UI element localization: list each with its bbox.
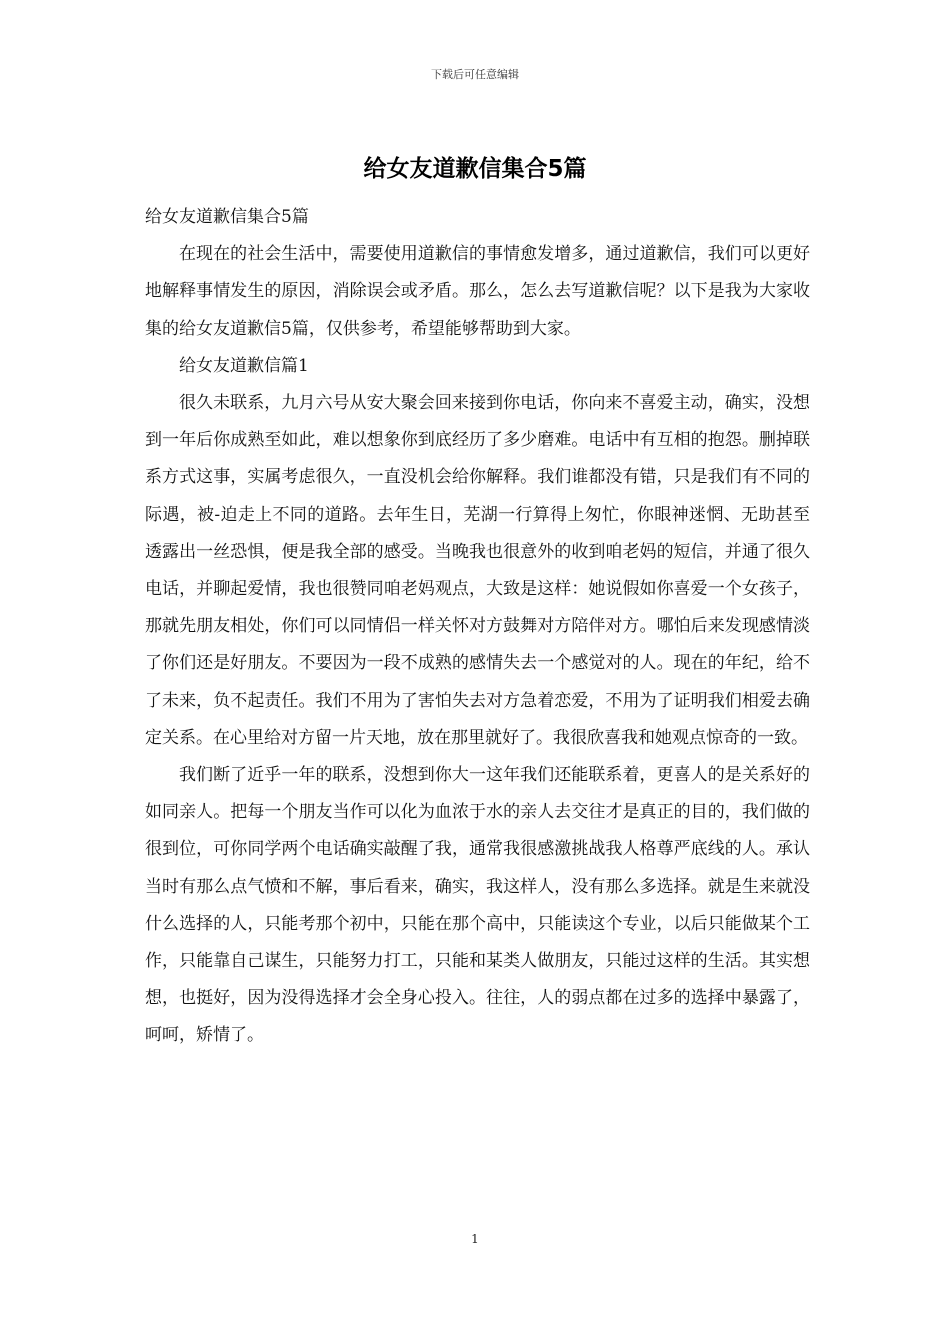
intro-paragraph: 在现在的社会生活中，需要使用道歉信的事情愈发增多，通过道歉信，我们可以更好地解释事情发生的原因，消除误会或矛盾。那么，怎么去写道歉信呢？以下是我为大家收集的给女友道歉信5篇，仅供参考，希望能够帮助到大家。	[145, 244, 810, 339]
body-paragraph: 我们断了近乎一年的联系，没想到你大一这年我们还能联系着，更喜人的是关系好的如同亲人。把每一个朋友当作可以化为血浓于水的亲人去交往才是真正的目的，我们做的很到位，可你同学两个电话确实敲醒了我，通常我很感激挑战我人格尊严底线的人。承认当时有那么点气愤和不解，事后看来，确实，我这样人，没有那么多选择。就是生来就没什么选择的人，只能考那个初中，只能在那个高中，只能读这个专业，以后只能做某个工作，只能靠自己谋生，只能努力打工，只能和某类人做朋友，只能过这样的生活。其实想想，也挺好，因为没得选择才会全身心投入。往往，人的弱点都在过多的选择中暴露了，呵呵，矫情了。	[145, 765, 810, 1046]
document-subtitle: 给女友道歉信集合5篇	[145, 207, 309, 227]
document-title: 给女友道歉信集合5篇	[363, 156, 587, 182]
page-number: 1	[471, 1232, 479, 1246]
document-body	[145, 199, 810, 1055]
header-note: 下载后可任意编辑	[431, 68, 519, 81]
body-paragraph: 很久未联系，九月六号从安大聚会回来接到你电话，你向来不喜爱主动，确实，没想到一年后你成熟至如此，难以想象你到底经历了多少磨难。电话中有互相的抱怨。删掉联系方式这事，实属考虑很久，一直没机会给你解释。我们谁都没有错，只是我们有不同的际遇，被-迫走上不同的道路。去年生日，芜湖一行算得上匆忙，你眼神迷惘、无助甚至透露出一丝恐惧，便是我全部的感受。当晚我也很意外的收到咱老妈的短信，并通了很久电话，并聊起爱情，我也很赞同咱老妈观点，大致是这样：她说假如你喜爱一个女孩子，那就先朋友相处，你们可以同情侣一样关怀对方鼓舞对方陪伴对方。哪怕后来发现感情淡了你们还是好朋友。不要因为一段不成熟的感情失去一个感觉对的人。现在的年纪，给不了未来，负不起责任。我们不用为了害怕失去对方急着恋爱，不用为了证明我们相爱去确定关系。在心里给对方留一片天地，放在那里就好了。我很欣喜我和她观点惊奇的一致。	[145, 393, 810, 748]
section-heading: 给女友道歉信篇1	[179, 355, 309, 376]
